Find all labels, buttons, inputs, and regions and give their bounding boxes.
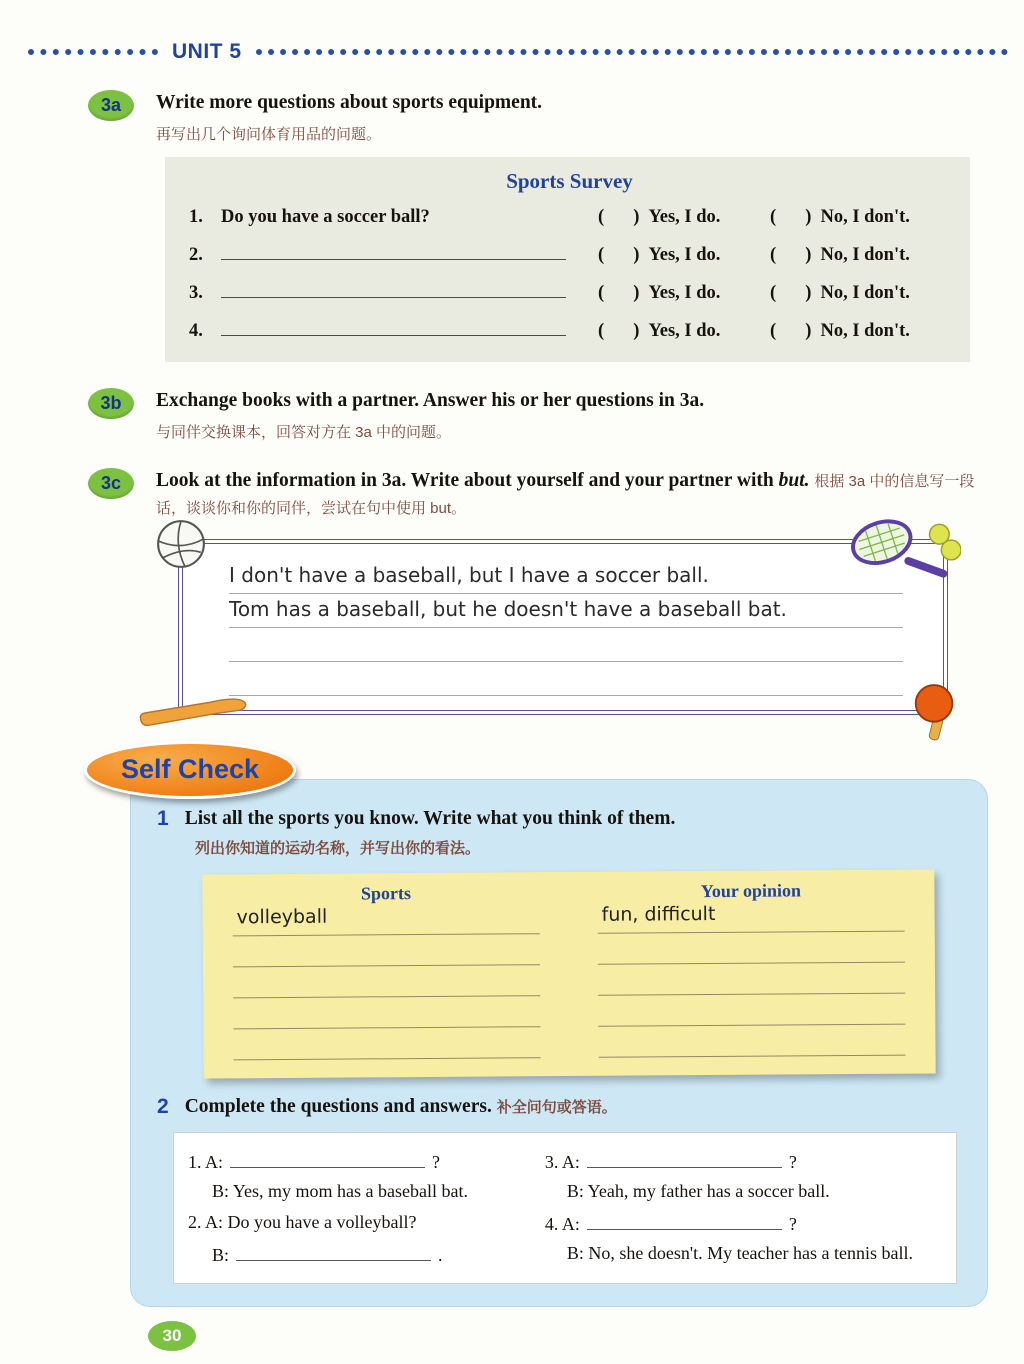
qa-suffix: ? — [432, 1151, 441, 1172]
page-number-badge: 30 — [148, 1321, 196, 1351]
writing-line[interactable]: Tom has a baseball, but he doesn't have a baseball bat. — [229, 594, 903, 628]
note-value-row — [233, 901, 905, 937]
qa-suffix: ? — [788, 1151, 797, 1172]
yes-label: Yes, I do. — [648, 320, 721, 341]
qa-label: 1. A: — [188, 1151, 224, 1172]
section-3b — [88, 388, 980, 442]
section-3a — [88, 90, 980, 144]
qa-label: 3. A: — [544, 1151, 580, 1172]
question-number: 3. — [189, 283, 203, 304]
self-check-badge: Self Check — [84, 741, 296, 799]
qa-question-3 — [535, 1145, 942, 1176]
no-label: No, I don't. — [820, 207, 910, 228]
question-number: 4. — [189, 320, 203, 341]
note-empty-row — [233, 932, 905, 968]
self-check-box — [130, 779, 988, 1307]
section-3c-title-text: Look at the information in 3a. Write about yourself and your partner with — [156, 470, 774, 492]
writing-line-empty[interactable] — [229, 662, 903, 696]
yes-label: Yes, I do. — [648, 207, 721, 228]
section-3c-badge: 3c — [88, 468, 134, 499]
no-option[interactable] — [770, 207, 950, 228]
opinion-blank[interactable] — [598, 932, 905, 965]
self-check-section — [0, 754, 1024, 1307]
survey-row-3 — [189, 279, 950, 304]
qa-answer-2 — [188, 1238, 535, 1269]
qa-question-4 — [535, 1207, 942, 1238]
survey-row-4 — [189, 317, 950, 342]
question-number: 2. — [189, 245, 203, 266]
yes-option[interactable] — [598, 321, 770, 342]
section-3b-title: Exchange books with a partner. Answer his or her questions in 3a. — [156, 389, 705, 411]
yes-label: Yes, I do. — [648, 283, 721, 304]
but-word: but. — [778, 470, 810, 492]
yes-label: Yes, I do. — [648, 245, 721, 266]
writing-box — [178, 539, 948, 715]
question-area — [221, 207, 598, 228]
qa-answer-1: B: Yes, my mom has a baseball bat. — [212, 1180, 468, 1201]
opinion-blank[interactable] — [598, 1025, 905, 1058]
section-3b-subtitle-zh: 与同伴交换课本，回答对方在 3a 中的问题。 — [156, 424, 452, 442]
qa-answer-4: B: No, she doesn't. My teacher has a tennis ball. — [566, 1242, 913, 1263]
no-label: No, I don't. — [820, 320, 910, 341]
answer-blank[interactable] — [230, 1150, 425, 1168]
note-empty-row — [233, 963, 905, 999]
writing-area[interactable] — [182, 543, 944, 711]
item-2-title-text: Complete the questions and answers. — [184, 1096, 492, 1118]
sports-column-header: Sports — [360, 883, 412, 904]
survey-title: Sports Survey — [506, 169, 633, 194]
section-3b-body — [156, 388, 704, 442]
dotted-rule — [256, 49, 1008, 55]
section-3a-badge: 3a — [88, 90, 134, 121]
checkbox-paren[interactable]: ( ) — [598, 320, 641, 341]
volleyball-icon — [155, 518, 207, 570]
no-label: No, I don't. — [820, 283, 910, 304]
opinion-blank[interactable] — [598, 963, 905, 996]
opinion-blank[interactable] — [598, 994, 905, 1027]
writing-line[interactable]: I don't have a baseball, but I have a soccer ball. — [229, 560, 903, 594]
qa-label: B: — [212, 1244, 230, 1265]
checkbox-paren[interactable]: ( ) — [598, 245, 641, 266]
section-3a-title: Write more questions about sports equipment. — [156, 92, 543, 113]
note-empty-row — [233, 994, 905, 1030]
item-1-subtitle-zh: 列出你知道的运动名称，并写出你的看法。 — [195, 840, 481, 858]
checkbox-paren[interactable]: ( ) — [770, 207, 813, 228]
opinion-column-header: Your opinion — [700, 880, 802, 902]
qa-suffix: . — [438, 1244, 443, 1265]
writing-line-empty[interactable] — [229, 628, 903, 662]
tennis-racket-icon — [843, 514, 961, 584]
qa-label: 4. A: — [544, 1213, 580, 1234]
yes-option[interactable] — [598, 283, 770, 304]
item-number: 2 — [157, 1095, 169, 1119]
sports-value[interactable]: volleyball — [233, 903, 540, 936]
self-check-item-2 — [157, 1094, 959, 1119]
unit-title: UNIT 5 — [172, 40, 242, 63]
baseball-bat-icon — [135, 686, 251, 732]
checkbox-paren[interactable]: ( ) — [598, 283, 641, 304]
no-option[interactable] — [770, 283, 950, 304]
no-option[interactable] — [770, 321, 950, 342]
answer-blank[interactable] — [587, 1150, 782, 1168]
yes-option[interactable] — [598, 245, 770, 266]
sports-blank[interactable] — [233, 934, 540, 967]
self-check-item-1 — [157, 806, 959, 831]
item-2-subtitle-zh: 补全问句或答语。 — [496, 1099, 617, 1117]
qa-question-2: 2. A: Do you have a volleyball? — [188, 1211, 417, 1232]
survey-row-1 — [189, 207, 950, 228]
question-area — [221, 279, 598, 304]
yes-option[interactable] — [598, 207, 770, 228]
item-number: 1 — [157, 806, 169, 830]
dotted-rule — [28, 49, 158, 55]
section-3b-badge: 3b — [88, 388, 134, 419]
answer-blank[interactable] — [587, 1212, 782, 1230]
section-3a-body — [156, 90, 542, 144]
opinion-value[interactable]: fun, difficult — [598, 901, 905, 934]
section-3c-subtitle-zh: 根据 3a 中的信息写一段话，谈谈你和你的同伴，尝试在句中使用 but。 — [156, 473, 975, 517]
qa-answer-3: B: Yeah, my father has a soccer ball. — [566, 1180, 830, 1201]
checkbox-paren[interactable]: ( ) — [770, 283, 813, 304]
note-empty-row — [233, 1025, 905, 1061]
sports-survey-box — [165, 157, 970, 362]
section-3a-subtitle-zh: 再写出几个询问体育用品的问题。 — [156, 126, 382, 144]
question-area — [221, 317, 598, 342]
sports-blank[interactable] — [233, 996, 540, 1029]
no-option[interactable] — [770, 245, 950, 266]
qa-box — [173, 1132, 957, 1284]
qa-question-1 — [188, 1145, 535, 1176]
no-label: No, I don't. — [820, 245, 910, 266]
checkbox-paren[interactable]: ( ) — [770, 245, 813, 266]
item-1-title: List all the sports you know. Write what you think of them. — [184, 807, 676, 829]
question-blank[interactable] — [221, 279, 566, 298]
survey-row-2 — [189, 241, 950, 266]
question-blank[interactable] — [221, 317, 566, 336]
table-tennis-paddle-icon — [909, 682, 961, 744]
item-2-title — [185, 1094, 617, 1119]
question-blank[interactable] — [221, 241, 566, 260]
question-area — [221, 241, 598, 266]
question-text: Do you have a soccer ball? — [221, 207, 430, 228]
checkbox-paren[interactable]: ( ) — [770, 320, 813, 341]
answer-blank[interactable] — [236, 1243, 431, 1261]
sports-note — [202, 870, 935, 1079]
checkbox-paren[interactable]: ( ) — [598, 207, 641, 228]
question-number: 1. — [189, 207, 203, 228]
qa-suffix: ? — [788, 1213, 797, 1234]
sports-blank[interactable] — [233, 1027, 540, 1060]
qa-grid — [188, 1145, 942, 1269]
sports-blank[interactable] — [233, 965, 540, 998]
unit-header — [0, 0, 1024, 64]
